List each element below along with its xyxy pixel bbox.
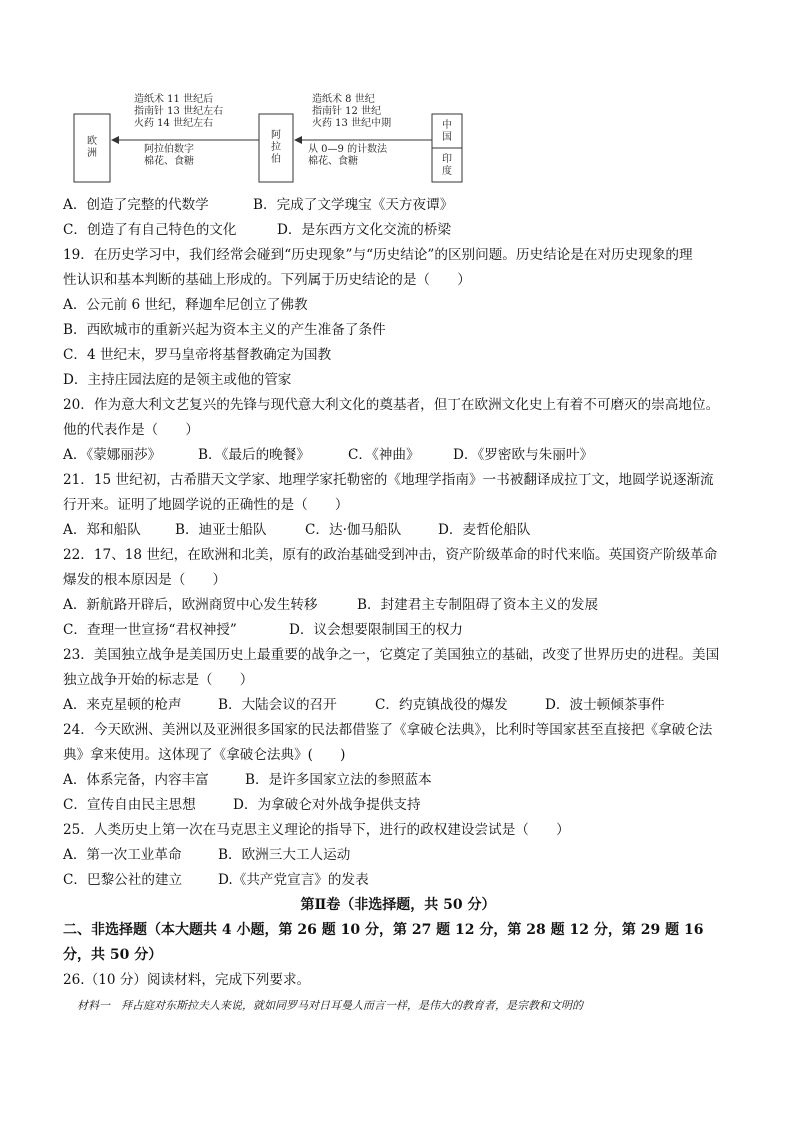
q21-option-a: A．郑和船队 (63, 522, 141, 538)
q23-option-c: C．约克镇战役的爆发 (375, 697, 508, 713)
q25-options-row1 (63, 843, 733, 868)
q20-options (63, 443, 733, 468)
q19-option-b: B．西欧城市的重新兴起为资本主义的产生准备了条件 (63, 322, 386, 338)
section2-heading-line1: 二、非选择题（本大题共 4 小题，第 26 题 10 分，第 27 题 12 分，第 28 题 12 分，第 29 题 16 (63, 922, 704, 938)
q24-options-row1 (63, 768, 733, 793)
q19-option-d: D．主持庄园法庭的是领主或他的管家 (63, 372, 292, 388)
q26-material1: 材料一 拜占庭对东斯拉夫人来说，就如同罗马对日耳曼人而言一样，是伟大的教育者，是宗教和文明的 (77, 999, 583, 1012)
q18-option-c: C．创造了有自己特色的文化 (63, 222, 237, 238)
q20-option-d: D．《罗密欧与朱丽叶》 (453, 447, 594, 463)
q25-option-a: A．第一次工业革命 (63, 847, 182, 863)
q22-stem-line1: 22．17、18 世纪，在欧洲和北美，原有的政治基础受到冲击，资产阶级革命的时代来临。英国资产阶级革命 (63, 547, 718, 563)
china-label: 中 国 (442, 120, 452, 143)
q23-option-b: B．大陆会议的召开 (218, 697, 337, 713)
q23-stem-line2: 独立战争开始的标志是（ ） (63, 672, 254, 688)
diagram-lines (60, 92, 470, 188)
q21-options (63, 518, 733, 543)
q24-stem-line1: 24．今天欧洲、美洲以及亚洲很多国家的民法都借鉴了《拿破仑法典》，比利时等国家甚至直接把《拿破仑法 (63, 722, 713, 738)
europe-label: 欧 洲 (87, 136, 97, 159)
q23-option-d: D．波士顿倾茶事件 (545, 697, 665, 713)
q21-option-d: D．麦哲伦船队 (438, 522, 531, 538)
q18-options-row2 (63, 218, 733, 243)
q22-option-d: D．议会想要限制国王的权力 (289, 622, 464, 638)
cultural-exchange-diagram (60, 92, 470, 188)
q22-option-c: C．查理一世宣扬“君权神授” (63, 622, 237, 638)
q24-option-d: D．为拿破仑对外战争提供支持 (233, 797, 421, 813)
part2-title: 第Ⅱ卷（非选择题，共 50 分） (300, 897, 496, 913)
q20-stem-line2: 他的代表作是（ ） (63, 422, 199, 438)
q24-options-row2 (63, 793, 733, 818)
q19-option-a: A．公元前 6 世纪，释迦牟尼创立了佛教 (63, 297, 308, 313)
q20-option-a: A．《蒙娜丽莎》 (63, 447, 162, 463)
q22-option-b: B．封建君主专制阻碍了资本主义的发展 (357, 597, 599, 613)
q18-option-d: D．是东西方文化交流的桥梁 (277, 222, 452, 238)
q25-stem: 25．人类历史上第一次在马克思主义理论的指导下，进行的政权建设尝试是（ ） (63, 822, 570, 838)
q19-stem-line1: 19．在历史学习中，我们经常会碰到“历史现象”与“历史结论”的区别问题。历史结论是在对历史现象的理 (63, 247, 693, 263)
exam-content (63, 193, 733, 1018)
to-europe-bottom-text: 阿拉伯数字 棉花、食糖 (144, 144, 194, 167)
section2-heading-line2: 分，共 50 分） (63, 947, 163, 963)
q21-stem-line2: 行开来。证明了地圆学说的正确性的是（ ） (63, 497, 349, 513)
q25-option-b: B．欧洲三大工人运动 (218, 847, 351, 863)
q22-option-a: A．新航路开辟后，欧洲商贸中心发生转移 (63, 597, 318, 613)
q22-stem-line2: 爆发的根本原因是（ ） (63, 572, 227, 588)
section2-heading (63, 918, 733, 968)
india-label: 印 度 (442, 154, 452, 177)
q18-option-a: A．创造了完整的代数学 (63, 197, 209, 213)
arabia-label: 阿 拉 伯 (271, 130, 281, 165)
q25-option-c: C．巴黎公社的建立 (63, 872, 183, 888)
q18-option-b: B．完成了文学瑰宝《天方夜谭》 (253, 197, 454, 213)
q21-option-b: B．迪亚士船队 (175, 522, 267, 538)
q20-option-c: C．《神曲》 (348, 447, 420, 463)
q24-option-b: B．是许多国家立法的参照蓝本 (245, 772, 432, 788)
to-arabia-bottom-text: 从 0—9 的计数法 棉花、食糖 (308, 144, 388, 167)
q25-option-d: D.《共产党宣言》的发表 (218, 872, 369, 888)
q20-option-b: B．《最后的晚餐》 (198, 447, 310, 463)
q24-option-c: C．宣传自由民主思想 (63, 797, 196, 813)
q20-stem-line1: 20．作为意大利文艺复兴的先锋与现代意大利文化的奠基者，但丁在欧洲文化史上有着不可磨灭的崇高地位。 (63, 397, 720, 413)
q24-stem-line2: 典》拿来使用。这体现了《拿破仑法典》( ) (63, 747, 346, 763)
q19-option-c: C．4 世纪末，罗马皇帝将基督教确定为国教 (63, 347, 332, 363)
q23-option-a: A．来克星顿的枪声 (63, 697, 182, 713)
q22-options-row1 (63, 593, 733, 618)
q21-stem-line1: 21．15 世纪初，古希腊天文学家、地理学家托勒密的《地理学指南》一书被翻译成拉丁文，地圆学说逐渐流 (63, 472, 714, 488)
to-europe-top-text: 造纸术 11 世纪后 指南针 13 世纪左右 火药 14 世纪左右 (134, 94, 224, 129)
q19-stem-line2: 性认识和基本判断的基础上形成的。下列属于历史结论的是（ ） (63, 272, 471, 288)
q26-stem: 26.（10 分）阅读材料，完成下列要求。 (63, 972, 311, 988)
q23-stem-line1: 23．美国独立战争是美国历史上最重要的战争之一，它奠定了美国独立的基础，改变了世界历史的进程。美国 (63, 647, 720, 663)
q21-option-c: C．达·伽马船队 (305, 522, 402, 538)
q25-options-row2 (63, 868, 733, 893)
to-arabia-top-text: 造纸术 8 世纪 指南针 12 世纪 火药 13 世纪中期 (312, 94, 392, 129)
q24-option-a: A．体系完备，内容丰富 (63, 772, 209, 788)
q23-options (63, 693, 733, 718)
q18-options-row1 (63, 193, 733, 218)
q22-options-row2 (63, 618, 733, 643)
